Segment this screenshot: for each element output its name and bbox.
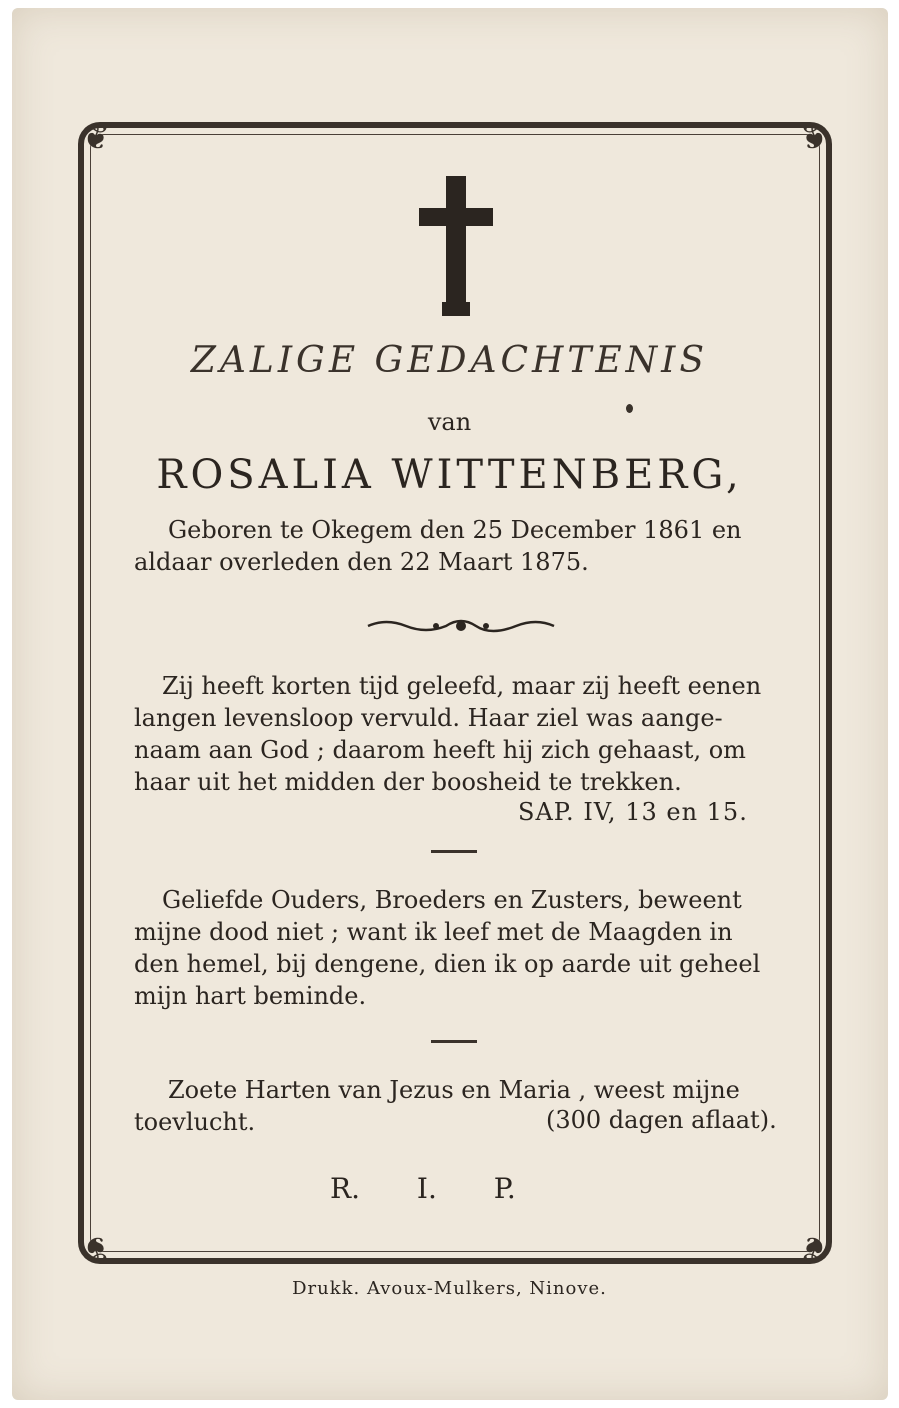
birth-line: aldaar overleden den 22 Maart 1875. [134, 548, 589, 576]
birth-death-paragraph [134, 514, 776, 578]
corner-scroll-icon: ❦ [799, 118, 829, 158]
printer-credit: Drukk. Avoux-Mulkers, Ninove. [292, 1278, 607, 1299]
memorial-title: ZALIGE GEDACHTENIS [190, 340, 709, 381]
rip-text: R. I. P. [330, 1172, 516, 1205]
farewell-paragraph [134, 884, 776, 1012]
corner-scroll-icon: ❦ [799, 1228, 829, 1268]
verse-line: langen levensloop vervuld. Haar ziel was aange- [134, 704, 723, 732]
van-text: van [427, 408, 472, 436]
cross-icon [419, 176, 493, 316]
verse-line: naam aan God ; daarom heeft hij zich gehaast, om [134, 736, 746, 764]
verse-paragraph [134, 670, 776, 798]
verse-reference: SAP. IV, 13 en 15. [518, 798, 748, 826]
corner-scroll-icon: ❦ [81, 1228, 111, 1268]
ornament-divider-icon [366, 614, 556, 638]
farewell-line: mijne dood niet ; want ik leef met de Maagden in [134, 918, 733, 946]
divider-rule [431, 850, 477, 853]
prayer-line: Zoete Harten van Jezus en Maria , weest mijne [168, 1076, 740, 1104]
prayer-line: toevlucht. [134, 1108, 256, 1136]
deceased-name: ROSALIA WITTENBERG, [156, 452, 743, 498]
farewell-line: den hemel, bij dengene, dien ik op aarde uit geheel [134, 950, 761, 978]
farewell-line: Geliefde Ouders, Broeders en Zusters, beweent [162, 886, 742, 914]
verse-line: Zij heeft korten tijd geleefd, maar zij heeft eenen [162, 672, 762, 700]
indulgence-text: (300 dagen aflaat). [546, 1106, 777, 1134]
birth-line: Geboren te Okegem den 25 December 1861 en [168, 516, 742, 544]
verse-line: haar uit het midden der boosheid te trekken. [134, 768, 682, 796]
ink-dot [626, 404, 633, 413]
farewell-line: mijn hart beminde. [134, 982, 367, 1010]
divider-rule [431, 1040, 477, 1043]
corner-scroll-icon: ❦ [81, 118, 111, 158]
